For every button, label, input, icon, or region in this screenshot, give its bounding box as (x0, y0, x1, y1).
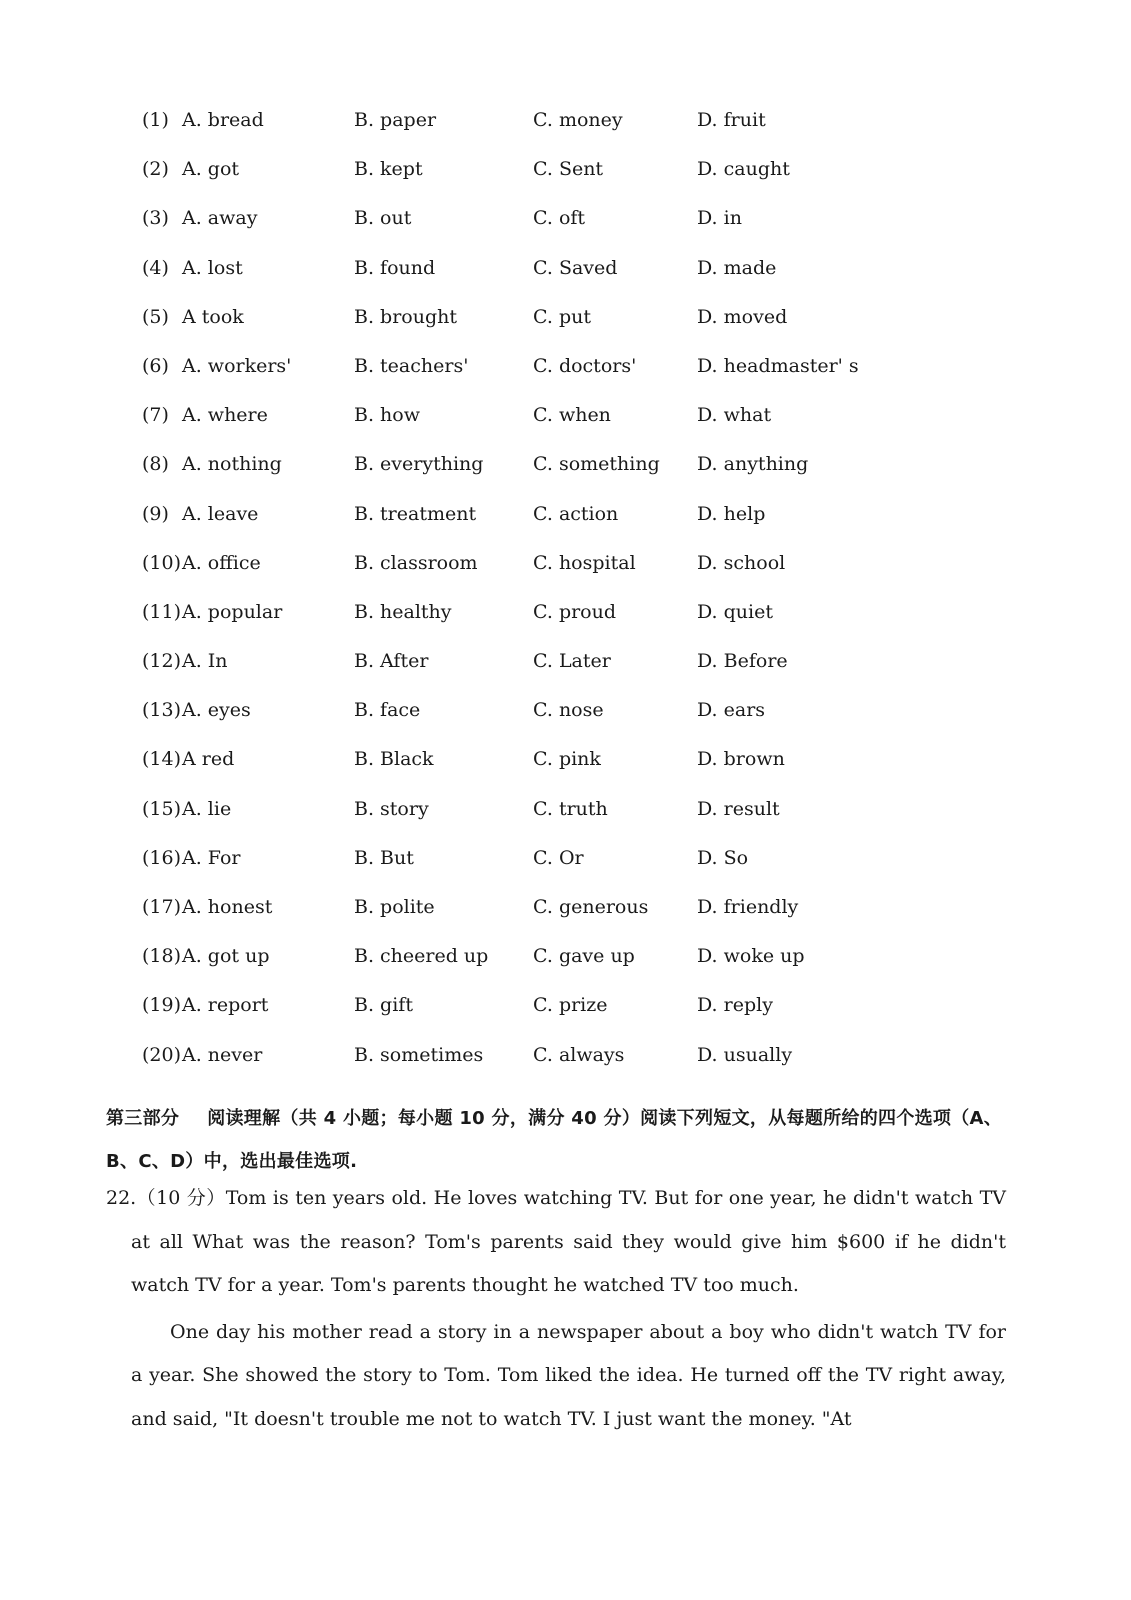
section-title: 第三部分 (106, 1108, 180, 1129)
option-a: A. workers' (182, 354, 292, 377)
option-c: C. Or (533, 846, 584, 869)
option-d: D. school (697, 551, 786, 574)
option-d: D. brown (697, 748, 785, 771)
option-d: D. headmaster' s (697, 354, 859, 377)
option-d: D. made (697, 256, 777, 279)
question-number: (20) (142, 1043, 182, 1066)
option-d: D. quiet (697, 600, 773, 623)
option-c: C. oft (533, 207, 586, 230)
option-row (142, 108, 1042, 157)
option-a: A. eyes (182, 699, 251, 722)
option-d: D. ears (697, 699, 766, 722)
option-a: A. bread (182, 109, 264, 131)
question-number: (16) (142, 846, 182, 869)
option-b: B. found (354, 256, 436, 279)
option-b: B. gift (354, 994, 413, 1017)
question-number: (7) (142, 404, 169, 427)
option-c: C. truth (533, 797, 608, 820)
option-row (142, 649, 1042, 698)
option-b: B. But (354, 846, 414, 869)
option-b: B. kept (354, 158, 423, 181)
question-number: (19) (142, 994, 182, 1017)
option-b: B. classroom (354, 551, 478, 574)
option-row (142, 600, 1042, 649)
question-number: (1) (142, 109, 169, 131)
question-number: (18) (142, 945, 182, 968)
option-c: C. doctors' (533, 354, 637, 377)
question-number: (6) (142, 354, 169, 377)
option-a: A. lie (182, 797, 232, 820)
option-row (142, 354, 1042, 403)
option-a: A. away (182, 207, 258, 230)
option-a: A. never (182, 1043, 263, 1066)
option-b: B. sometimes (354, 1043, 484, 1066)
option-row (142, 747, 1042, 796)
option-d: D. in (697, 207, 742, 230)
option-row (142, 452, 1042, 501)
option-d: D. usually (697, 1043, 793, 1066)
option-c: C. proud (533, 600, 617, 623)
option-d: D. what (697, 404, 772, 427)
option-row (142, 944, 1042, 993)
option-d: D. friendly (697, 896, 799, 918)
option-row (142, 846, 1042, 895)
option-b: B. polite (354, 896, 435, 918)
option-a: A. nothing (182, 453, 282, 476)
cloze-options-list (142, 108, 1042, 1092)
option-row (142, 157, 1042, 206)
option-a: A. For (182, 846, 241, 869)
option-d: D. fruit (697, 109, 766, 131)
option-b: B. treatment (354, 502, 477, 525)
option-a: A. honest (182, 896, 273, 918)
passage-paragraph-1 (106, 1177, 1006, 1308)
option-b: B. everything (354, 453, 484, 476)
option-d: D. moved (697, 305, 788, 328)
option-b: B. Black (354, 748, 434, 771)
option-a: A. popular (182, 600, 283, 623)
option-b: B. healthy (354, 600, 452, 623)
reading-passage (106, 1177, 1006, 1441)
option-c: C. pink (533, 748, 601, 771)
question-number: (14) (142, 748, 182, 771)
option-c: C. Sent (533, 158, 604, 181)
option-a: A. leave (182, 502, 259, 525)
question-number: (3) (142, 207, 169, 230)
option-c: C. gave up (533, 945, 635, 968)
option-a: A. In (182, 650, 228, 673)
option-a: A. report (182, 994, 269, 1017)
option-row (142, 993, 1042, 1042)
option-c: C. prize (533, 994, 608, 1017)
option-b: B. teachers' (354, 354, 469, 377)
option-c: C. hospital (533, 551, 636, 574)
option-c: C. Saved (533, 256, 618, 279)
option-row (142, 551, 1042, 600)
option-row (142, 502, 1042, 551)
question-number: (10) (142, 551, 182, 574)
paragraph-1-text: Tom is ten years old. He loves watching TV. But for one year, he didn't watch TV at all What was the reason? Tom's parents said they would give him $600 if he didn't watch TV for a year. Tom's parents thought he watched TV too much. (131, 1187, 1006, 1296)
option-b: B. After (354, 650, 429, 673)
option-b: B. cheered up (354, 945, 489, 968)
option-d: D. anything (697, 453, 809, 476)
option-b: B. paper (354, 109, 437, 131)
option-a: A. got up (182, 945, 270, 968)
question-number: (2) (142, 158, 169, 181)
option-c: C. always (533, 1043, 625, 1066)
option-d: D. woke up (697, 945, 805, 968)
option-c: C. action (533, 502, 619, 525)
option-c: C. put (533, 305, 591, 328)
option-b: B. brought (354, 305, 457, 328)
question-header: 22.（10 分） (106, 1187, 226, 1209)
option-c: C. when (533, 404, 611, 427)
option-a: A. got (182, 158, 240, 181)
option-row (142, 698, 1042, 747)
option-row (142, 305, 1042, 354)
question-number: (8) (142, 453, 169, 476)
option-a: A. lost (182, 256, 243, 279)
option-c: C. something (533, 453, 660, 476)
question-number: (5) (142, 305, 169, 328)
option-row (142, 206, 1042, 255)
option-a: A. office (182, 551, 261, 574)
question-number: (11) (142, 600, 182, 623)
option-c: C. Later (533, 650, 611, 673)
option-a: A took (182, 305, 244, 328)
question-number: (17) (142, 896, 182, 918)
option-d: D. caught (697, 158, 790, 181)
option-a: A. where (182, 404, 268, 427)
question-number: (4) (142, 256, 169, 279)
question-number: (15) (142, 797, 182, 820)
option-b: B. story (354, 797, 429, 820)
option-d: D. So (697, 846, 749, 869)
option-d: D. reply (697, 994, 773, 1017)
option-row (142, 403, 1042, 452)
section-header (106, 1097, 1016, 1183)
option-row (142, 797, 1042, 846)
option-b: B. face (354, 699, 421, 722)
option-c: C. money (533, 109, 623, 131)
question-number: (12) (142, 650, 182, 673)
option-row (142, 895, 1042, 944)
question-number: (9) (142, 502, 169, 525)
option-a: A red (182, 748, 235, 771)
question-number: (13) (142, 699, 182, 722)
option-d: D. result (697, 797, 780, 820)
passage-paragraph-2: One day his mother read a story in a newspaper about a boy who didn't watch TV for a year. She showed the story to Tom. Tom liked the idea. He turned off the TV right away, and said, "It doesn't trouble me not to watch TV. I just want the money. "At (131, 1320, 1006, 1430)
option-b: B. out (354, 207, 412, 230)
option-row (142, 1043, 1042, 1092)
section-instruction: 阅读理解（共 4 小题；每小题 10 分，满分 40 分）阅读下列短文，从每题所给的四个选项（A、B、C、D）中，选出最佳选项. (106, 1108, 1003, 1172)
option-b: B. how (354, 404, 420, 427)
option-c: C. generous (533, 896, 649, 918)
option-d: D. help (697, 502, 766, 525)
option-c: C. nose (533, 699, 604, 722)
option-row (142, 256, 1042, 305)
option-d: D. Before (697, 650, 788, 673)
